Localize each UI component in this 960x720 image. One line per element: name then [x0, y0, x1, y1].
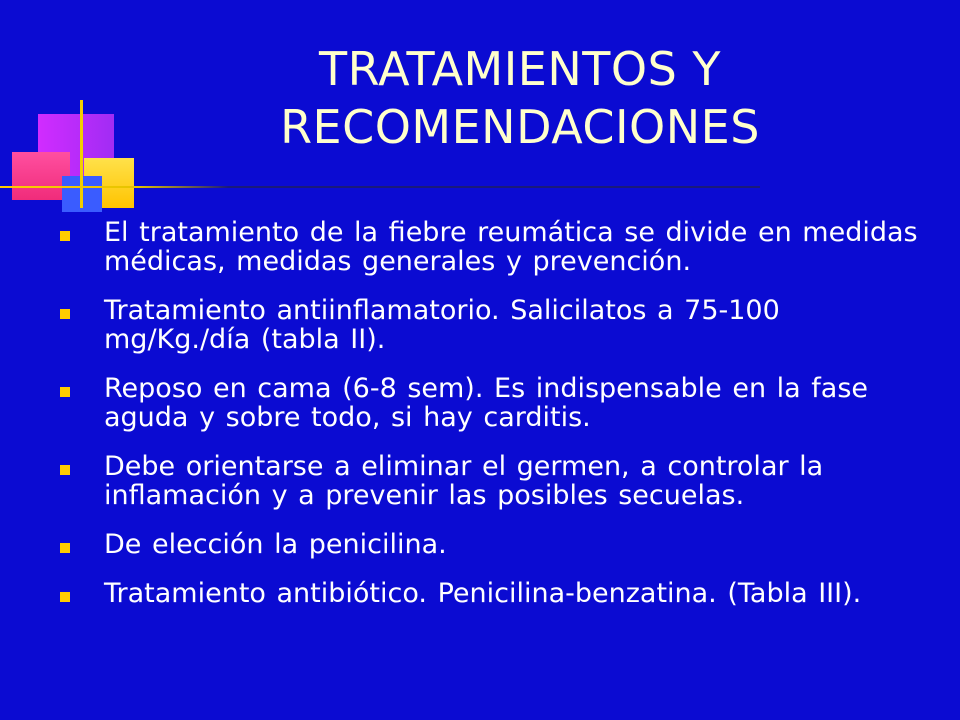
decorative-corner-art: [0, 0, 140, 210]
bullet-item: [60, 374, 920, 432]
bullet-square-icon: [60, 592, 70, 602]
bullet-item: [60, 452, 920, 510]
bullet-text: Tratamiento antibiótico. Penicilina-benzatina. (Tabla III).: [104, 578, 862, 609]
bullet-square-icon: [60, 309, 70, 319]
slide-title-line-2: RECOMENDACIONES: [280, 100, 760, 154]
bullet-item: [60, 218, 920, 276]
slide-title: [150, 40, 890, 156]
bullet-text: De elección la penicilina.: [104, 529, 447, 560]
bullet-square-icon: [60, 543, 70, 553]
bullet-square-icon: [60, 387, 70, 397]
slide-title-line-1: TRATAMIENTOS Y: [318, 42, 722, 96]
bullet-text: Debe orientarse a eliminar el germen, a controlar la inflamación y a prevenir las posibles secuelas.: [104, 451, 824, 511]
bullet-item: [60, 296, 920, 354]
title-underline: [0, 186, 760, 188]
bullet-text: El tratamiento de la fiebre reumática se divide en medidas médicas, medidas generales y prevención.: [104, 217, 918, 277]
bullet-item: [60, 579, 920, 608]
bullet-text: Reposo en cama (6-8 sem). Es indispensable en la fase aguda y sobre todo, si hay carditis.: [104, 373, 869, 433]
bullet-item: [60, 530, 920, 559]
bullet-list: [60, 218, 920, 628]
bullet-square-icon: [60, 465, 70, 475]
bullet-text: Tratamiento antiinflamatorio. Salicilatos a 75-100 mg/Kg./día (tabla II).: [104, 295, 780, 355]
decor-vertical-line: [80, 100, 83, 208]
bullet-square-icon: [60, 231, 70, 241]
